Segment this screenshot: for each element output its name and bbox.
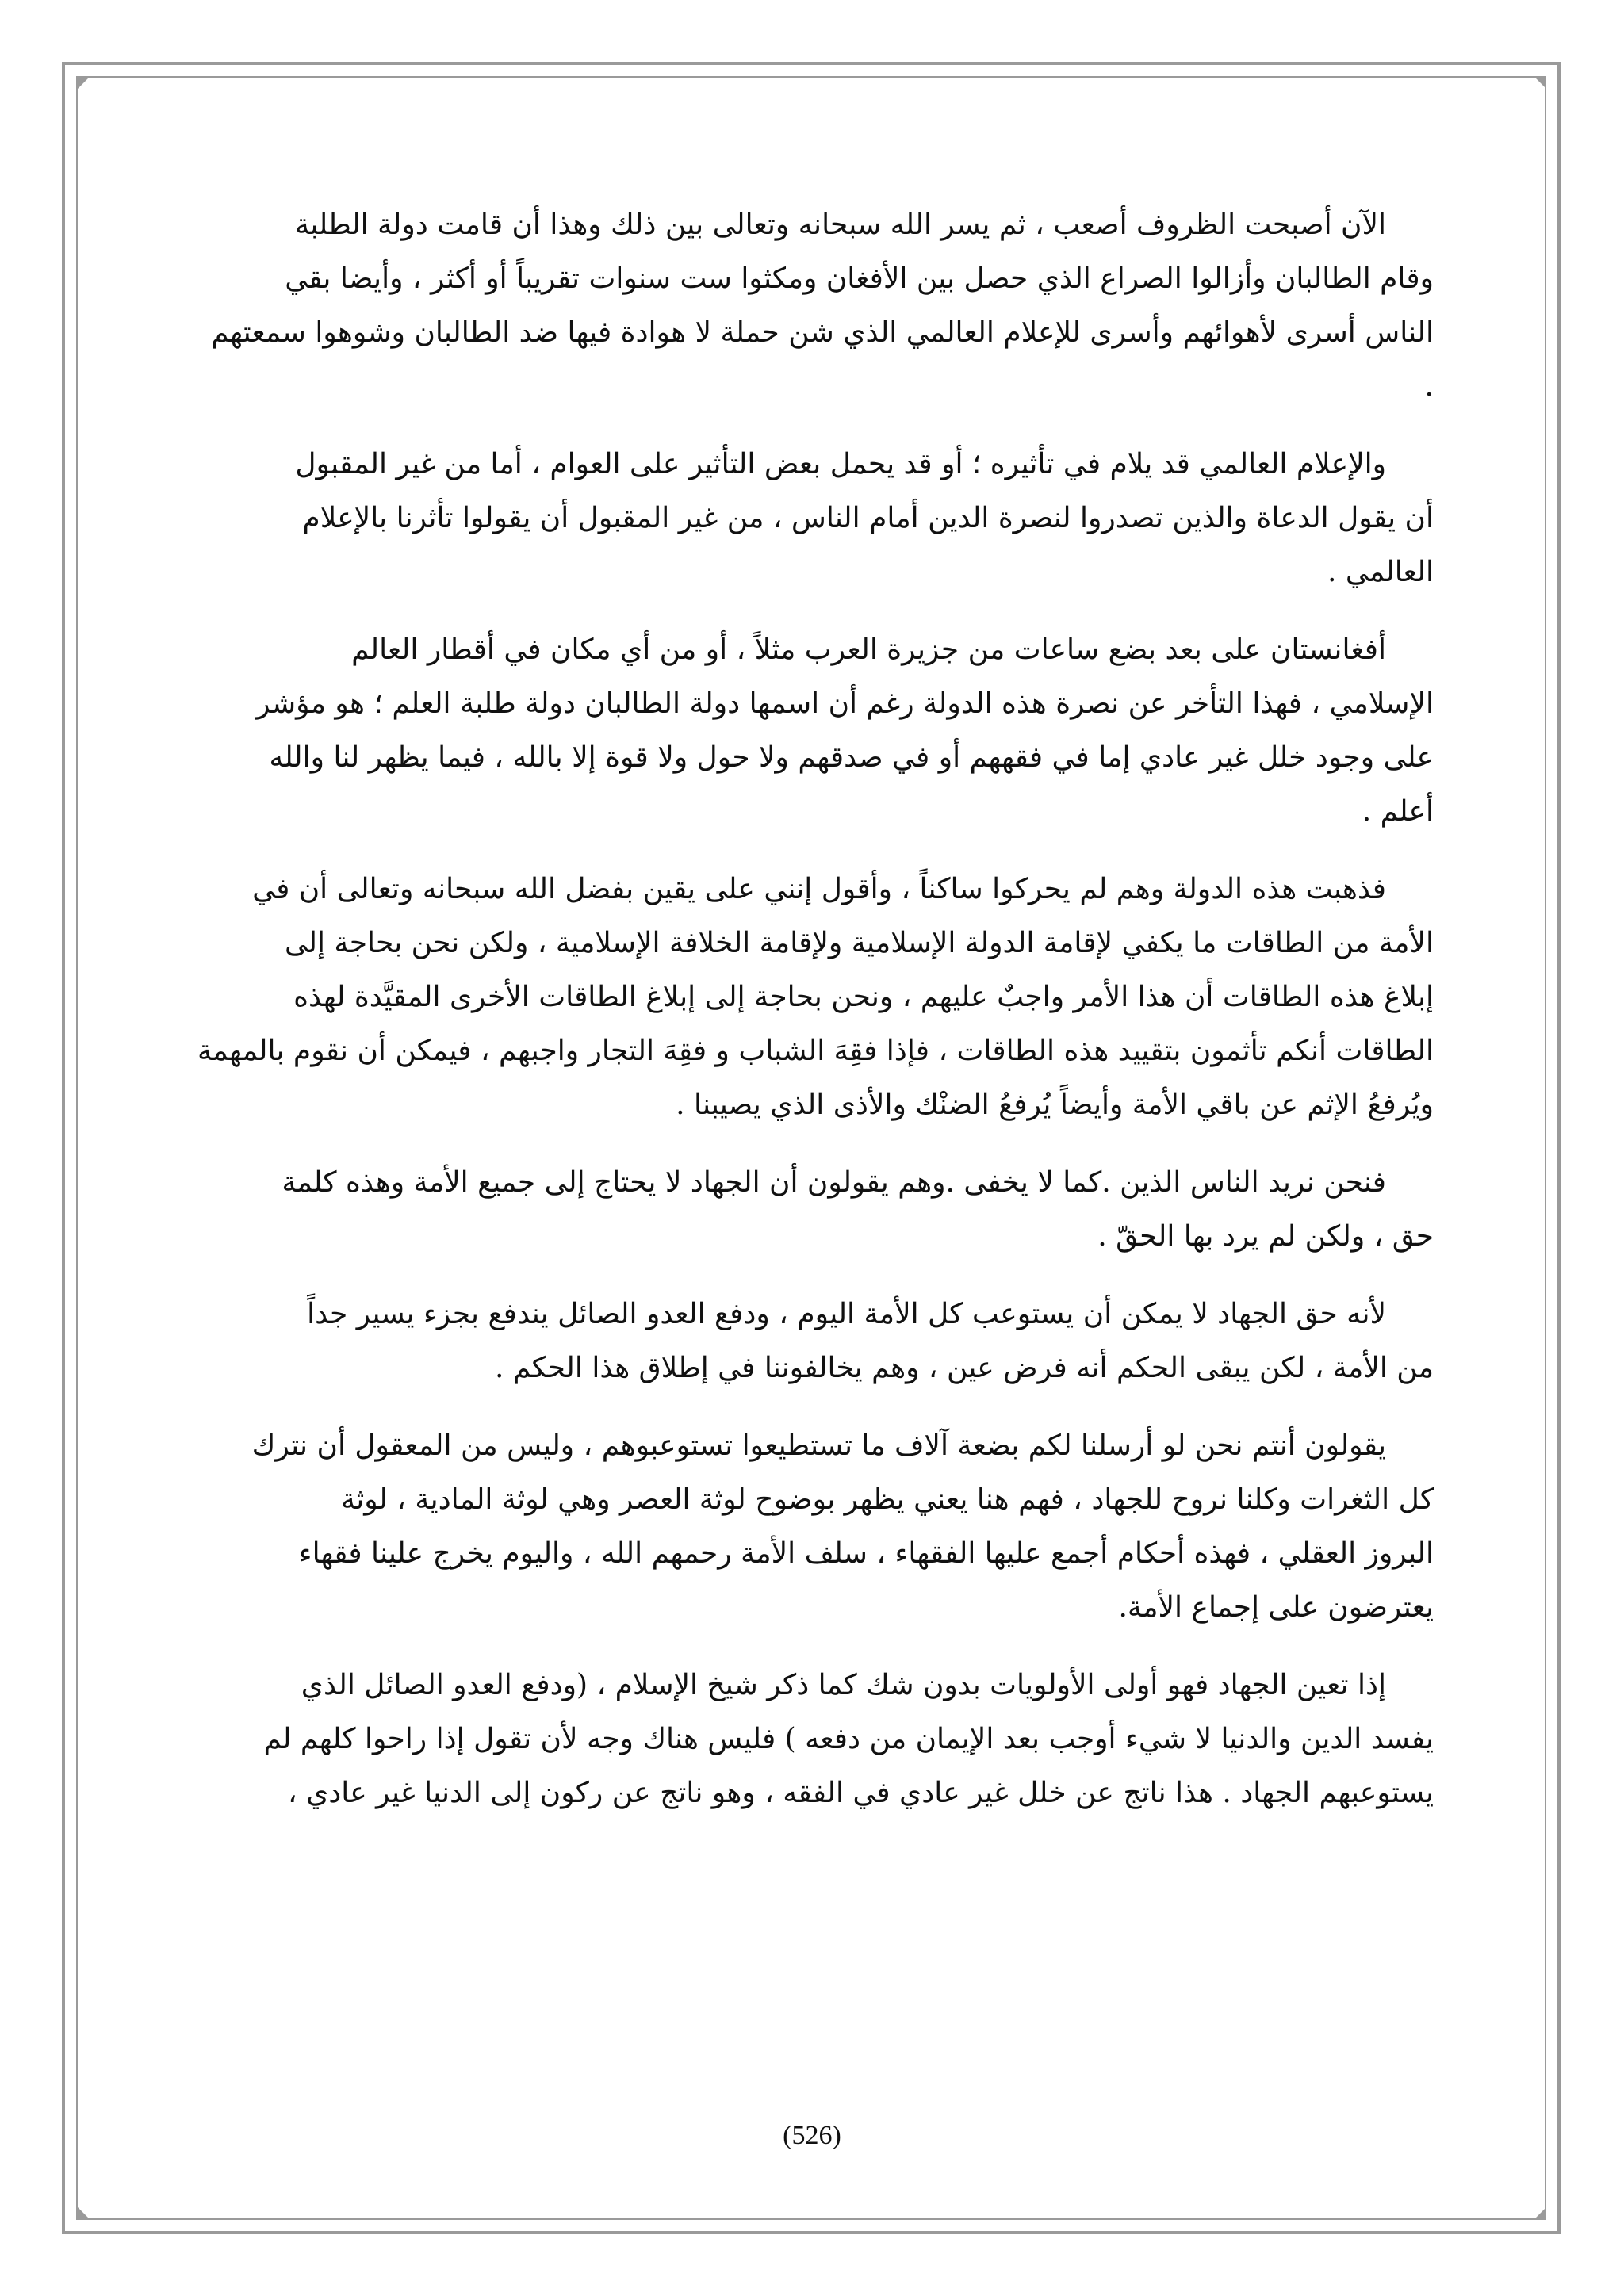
corner-ornament-top-right (1535, 78, 1546, 89)
paragraph: إذا تعين الجهاد فهو أولى الأولويات بدون شك كما ذكر شيخ الإسلام ، (ودفع العدو الصائل الذي يفسد الدين والدنيا لا شيء أوجب بعد الإيمان من دفعه ) فليس هناك وجه لأن تقول إذا راحوا كلهم لم يستوعبهم الجهاد . هذا ناتج عن خلل غير عادي في الفقه ، وهو ناتج عن ركون إلى الدنيا غير عادي ، (263, 1669, 1434, 1809)
paragraph: الآن أصبحت الظروف أصعب ، ثم يسر الله سبحانه وتعالى بين ذلك وهذا أن قامت دولة الطلبة وقام الطالبان وأزالوا الصراع الذي حصل بين الأفغان ومكثوا ست سنوات تقريباً أو أكثر ، وأيضا بقي الناس أسرى لأهوائهم وأسرى للإعلام العالمي الذي شن حملة لا هوادة فيها ضد الطالبان وشوهوا سمعتهم . (211, 209, 1434, 403)
paragraph: فنحن نريد الناس الذين .كما لا يخفى .وهم يقولون أن الجهاد لا يحتاج إلى جميع الأمة وهذه كلمة حق ، ولكن لم يرد بها الحقّ . (282, 1166, 1434, 1253)
paragraph: فذهبت هذه الدولة وهم لم يحركوا ساكناً ، وأقول إنني على يقين بفضل الله سبحانه وتعالى أن في الأمة من الطاقات ما يكفي لإقامة الدولة الإسلامية ولإقامة الخلافة الإسلامية ، ولكن نحن بحاجة إلى إبلاغ هذه الطاقات أن هذا الأمر واجبٌ عليهم ، ونحن بحاجة إلى إبلاغ الطاقات الأخرى المقيَّدة لهذه الطاقات أنكم تأثمون بتقييد هذه الطاقات ، فإذا فقِهَ الشباب و فقِهَ التجار واجبهم ، فيمكن أن نقوم بالمهمة ويُرفعُ الإثم عن باقي الأمة وأيضاً يُرفعُ الضنْك والأذى الذي يصيبنا . (197, 873, 1434, 1121)
page-number: (526) (783, 2121, 841, 2150)
corner-ornament-bottom-left (78, 2207, 89, 2218)
document-body (190, 198, 1434, 1844)
paragraph: لأنه حق الجهاد لا يمكن أن يستوعب كل الأمة اليوم ، ودفع العدو الصائل يندفع بجزء يسير جداً من الأمة ، لكن يبقى الحكم أنه فرض عين ، وهم يخالفوننا في إطلاق هذا الحكم . (307, 1298, 1434, 1384)
corner-ornament-top-left (78, 78, 89, 89)
paragraph: والإعلام العالمي قد يلام في تأثيره ؛ أو قد يحمل بعض التأثير على العوام ، أما من غير المقبول أن يقول الدعاة والذين تصدروا لنصرة الدين أمام الناس ، من غير المقبول أن يقولوا تأثرنا بالإعلام العالمي . (295, 448, 1434, 588)
corner-ornament-bottom-right (1535, 2207, 1546, 2218)
paragraph: أفغانستان على بعد بضع ساعات من جزيرة العرب مثلاً ، أو من أي مكان في أقطار العالم الإسلامي ، فهذا التأخر عن نصرة هذه الدولة رغم أن اسمها دولة الطالبان دولة طلبة العلم ؛ هو مؤشر على وجود خلل غير عادي إما في فقههم أو في صدقهم ولا حول ولا قوة إلا بالله ، فيما يظهر لنا والله أعلم . (256, 633, 1434, 828)
paragraph: يقولون أنتم نحن لو أرسلنا لكم بضعة آلاف ما تستطيعوا تستوعبوهم ، وليس من المعقول أن نترك كل الثغرات وكلنا نروح للجهاد ، فهم هنا يعني يظهر بوضوح لوثة العصر وهي لوثة المادية ، لوثة البروز العقلي ، فهذه أحكام أجمع عليها الفقهاء ، سلف الأمة رحمهم الله ، واليوم يخرج علينا فقهاء يعترضون على إجماع الأمة. (251, 1429, 1434, 1624)
